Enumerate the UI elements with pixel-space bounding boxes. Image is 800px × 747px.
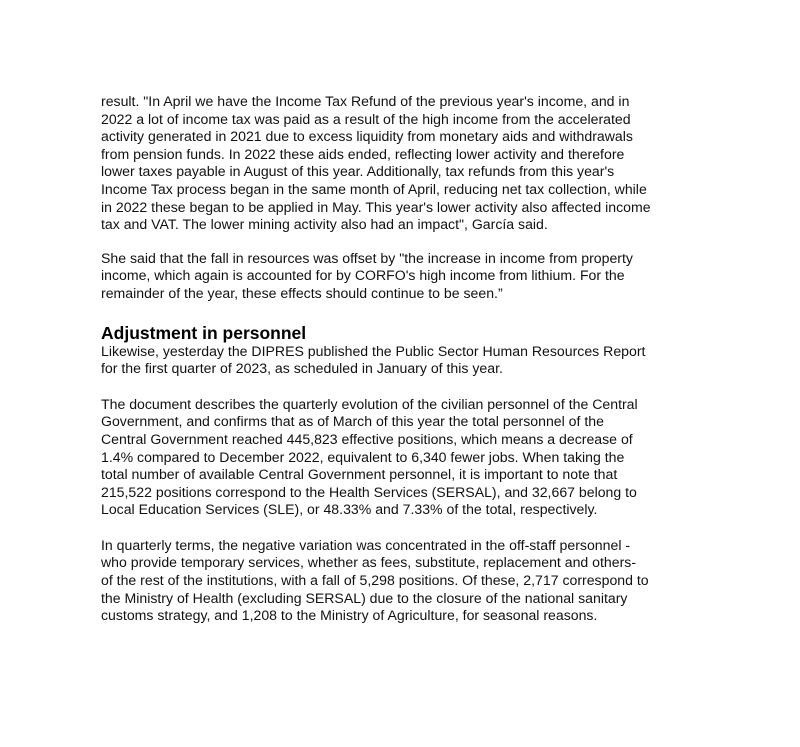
text-line: She said that the fall in resources was offset by "the increase in income from property [101, 249, 633, 266]
text-line: total number of available Central Government personnel, it is important to note that [101, 466, 618, 483]
text-line: Central Government reached 445,823 effective positions, which means a decrease of [101, 430, 633, 447]
paragraph-resources-offset [101, 250, 706, 303]
text-line: 1.4% compared to December 2022, equivalent to 6,340 fewer jobs. When taking the [101, 448, 625, 465]
text-line: 2022 a lot of income tax was paid as a result of the high income from the accelerated [101, 110, 631, 127]
text-line: Government, and confirms that as of March of this year the total personnel of the [101, 413, 604, 430]
text-line: Income Tax process began in the same month of April, reducing net tax collection, while [101, 180, 647, 197]
text-line: customs strategy, and 1,208 to the Ministry of Agriculture, for seasonal reasons. [101, 607, 598, 624]
text-line: of the rest of the institutions, with a fall of 5,298 positions. Of these, 2,717 correspond to [101, 572, 649, 589]
paragraph-dipres-report [101, 343, 706, 378]
text-line: from pension funds. In 2022 these aids ended, reflecting lower activity and therefore [101, 145, 625, 162]
text-line: In quarterly terms, the negative variation was concentrated in the off-staff personnel - [101, 536, 631, 553]
paragraph-spacer [101, 303, 706, 323]
text-line: for the first quarter of 2023, as scheduled in January of this year. [101, 360, 503, 377]
paragraph-spacer [101, 378, 706, 396]
text-line: remainder of the year, these effects should continue to be seen.” [101, 284, 503, 301]
text-line: tax and VAT. The lower mining activity also had an impact", García said. [101, 216, 548, 233]
paragraph-quarterly-variation [101, 537, 706, 625]
text-line: The document describes the quarterly evolution of the civilian personnel of the Central [101, 395, 638, 412]
document-page [101, 93, 706, 625]
text-line: lower taxes payable in August of this year. Additionally, tax refunds from this year's [101, 163, 615, 180]
paragraph-spacer [101, 234, 706, 250]
paragraph-tax-refund [101, 93, 706, 234]
text-line: the Ministry of Health (excluding SERSAL) due to the closure of the national sanitary [101, 589, 628, 606]
text-line: in 2022 these began to be applied in May. This year's lower activity also affected income [101, 198, 651, 215]
section-heading: Adjustment in personnel [101, 322, 307, 343]
text-line: who provide temporary services, whether as fees, substitute, replacement and others- [101, 554, 637, 571]
text-line: income, which again is accounted for by CORFO's high income from lithium. For the [101, 267, 625, 284]
paragraph-spacer [101, 519, 706, 537]
text-line: Local Education Services (SLE), or 48.33% and 7.33% of the total, respectively. [101, 501, 598, 518]
text-line: activity generated in 2021 due to excess liquidity from monetary aids and withdrawals [101, 128, 633, 145]
text-line: result. "In April we have the Income Tax Refund of the previous year's income, and in [101, 93, 630, 109]
text-line: 215,522 positions correspond to the Health Services (SERSAL), and 32,667 belong to [101, 483, 637, 500]
text-line: Likewise, yesterday the DIPRES published the Public Sector Human Resources Report [101, 342, 646, 359]
paragraph-personnel-evolution [101, 396, 706, 519]
